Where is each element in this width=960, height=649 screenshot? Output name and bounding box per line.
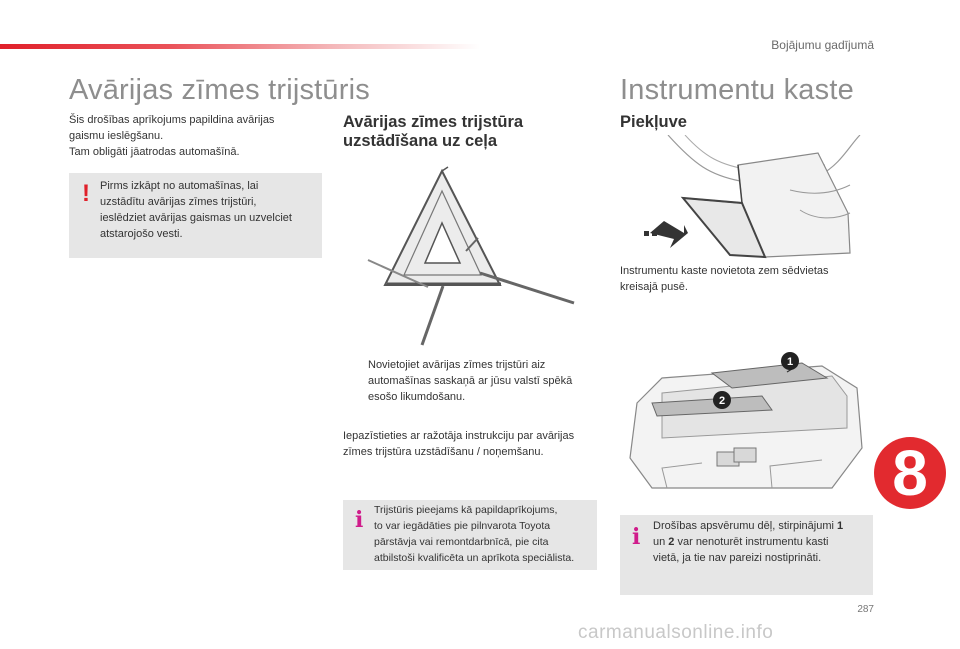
- section-title: Bojājumu gadījumā: [771, 38, 874, 52]
- page-title-toolbox: Instrumentu kaste: [620, 74, 854, 106]
- callout-label-1: 1: [786, 356, 794, 368]
- watermark: carmanualsonline.info: [578, 622, 774, 643]
- info-text: Drošības apsvērumu dēļ, stirpinājumi 1 un 2 var nenoturēt instrumentu kasti vietā, ja tie nav pareizi nostiprināti.: [653, 520, 844, 564]
- warning-icon: !: [82, 180, 90, 207]
- info-text: Trijstūris pieejams kā papildaprīkojums, to var iegādāties pie pilnvarota Toyota pārstāvja vai remontdarbnīcā, pie cita atbilstoši kvalificēta un aprīkota speciālista.: [374, 504, 575, 564]
- toolbox-caption: Instrumentu kaste novietota zem sēdvietas kreisajā pusē.: [620, 265, 829, 293]
- toolbox-straps-illustration: [622, 348, 872, 493]
- warning-text: Pirms izkāpt no automašīnas, lai uzstādītu avārijas zīmes trijstūri, ieslēdziet avārijas gaismas un uzvelciet atstarojošo vesti.: [100, 180, 292, 240]
- page-title-warning-triangle: Avārijas zīmes trijstūris: [69, 74, 370, 106]
- info-box-straps: [620, 515, 873, 595]
- triangle-setup-heading: Avārijas zīmes trijstūra uzstādīšana uz ceļa: [343, 113, 524, 150]
- intro-text: Šis drošības aprīkojums papildina avārijas gaismu ieslēgšanu. Tam obligāti jāatrodas automašīnā.: [69, 114, 275, 158]
- bullet-item: Novietojiet avārijas zīmes trijstūri aiz automašīnas saskaņā ar jūsu valstī spēkā esošo likumdošanu.: [368, 359, 573, 403]
- access-heading: Piekļuve: [620, 113, 687, 131]
- info-icon: i: [355, 507, 364, 533]
- warning-box: [69, 173, 322, 258]
- instruction-paragraph: Iepazīstieties ar ražotāja instrukciju par avārijas zīmes trijstūra uzstādīšanu / noņemšanu.: [343, 430, 575, 458]
- info-icon: i: [632, 524, 641, 550]
- page-number: 287: [857, 604, 874, 615]
- callout-label-2: 2: [718, 395, 726, 407]
- chapter-number-badge: 8: [874, 437, 946, 509]
- info-box-availability: [343, 500, 597, 570]
- seat-toolbox-illustration: [640, 135, 870, 260]
- header-accent-bar: [0, 44, 480, 49]
- warning-triangle-illustration: [350, 163, 582, 350]
